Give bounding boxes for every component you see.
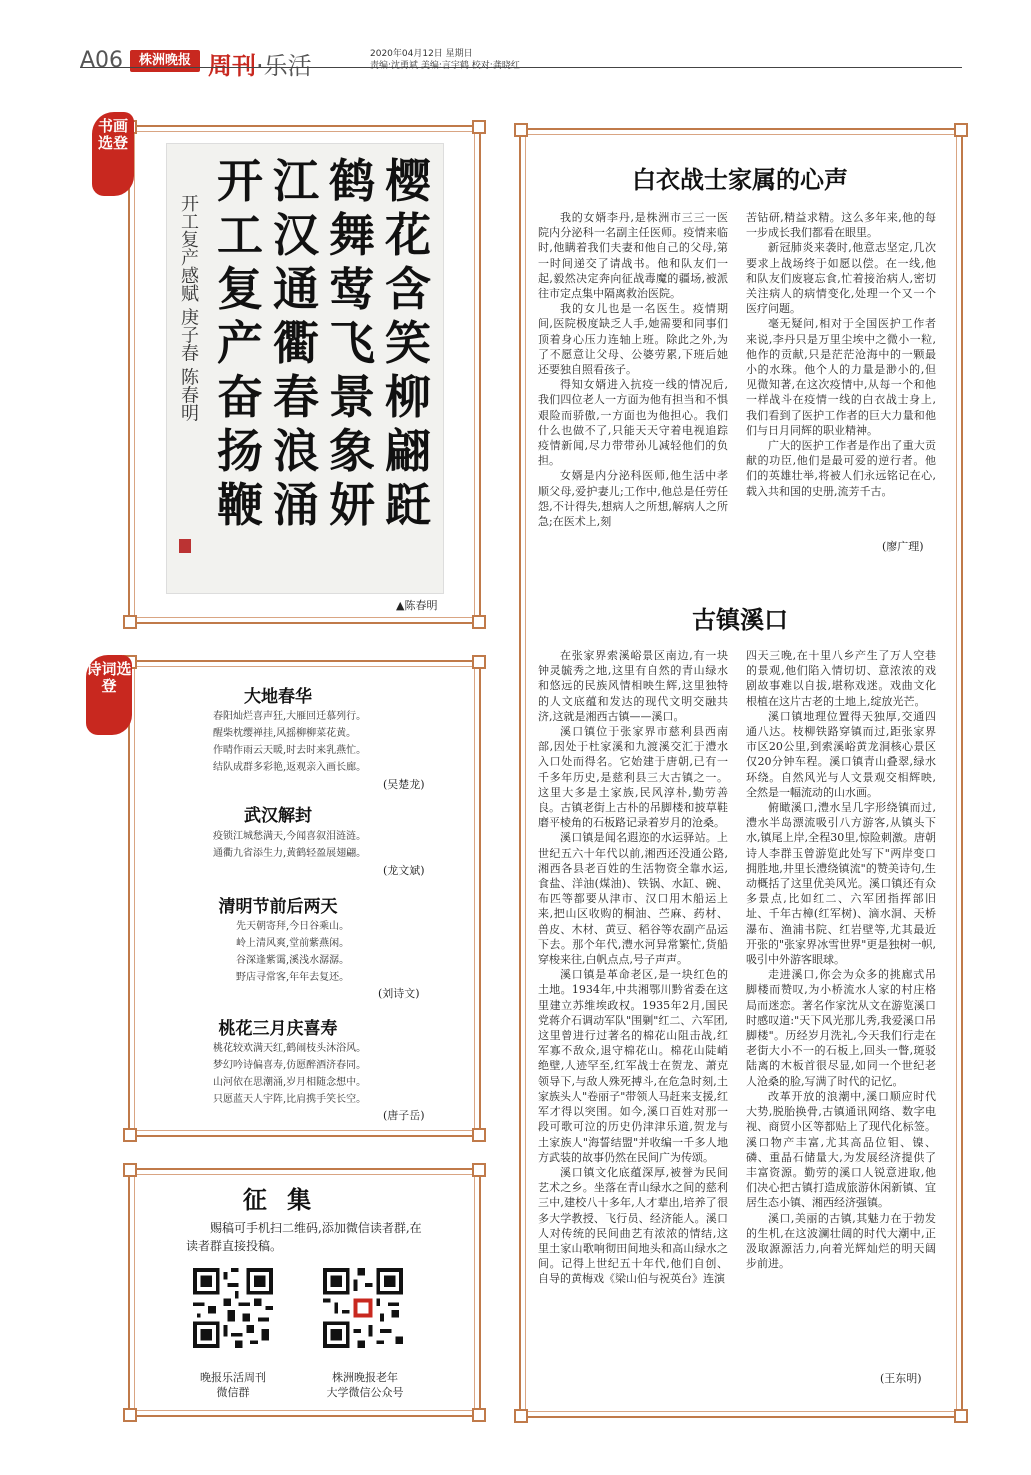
- newspaper-logo: 株洲晚报: [130, 50, 200, 72]
- calligraphy-section-stamp: 书画选登: [92, 112, 134, 196]
- poem-body: [236, 918, 349, 986]
- calligraphy-column: [213, 154, 267, 532]
- poem-line: 作晴作雨云天暖,时去时来乳燕忙。: [213, 745, 367, 756]
- calligraphy-caption: ▲陈春明: [396, 599, 438, 612]
- paragraph: 溪口,美丽的古镇,其魅力在于勃发的生机,在这波澜壮阔的时代大潮中,正汲取源源活力,向着光辉灿烂的明天阔步前进。: [746, 1211, 936, 1271]
- poem-body: [213, 708, 366, 776]
- article-column: [538, 648, 728, 1287]
- calligraphy-glyph: 笑: [385, 316, 431, 370]
- frame-corner: [472, 120, 486, 134]
- frame-corner: [472, 1408, 486, 1422]
- poem-body: [213, 828, 366, 862]
- issue-meta: [370, 48, 520, 72]
- paragraph: 溪口镇是革命老区,是一块红色的土地。1934年,中共湘鄂川黔省委在这里建立苏维埃政权。1935年2月,国民党蒋介石调动军队"围剿"红二、六军团,这里曾进行过著名的棉花山阻击战,红军寡不敌众,退守棉花山。棉花山陡峭绝壁,人迹罕至,红军战士在贺龙、萧克领导下,与敌人殊死搏斗,在危急时刻,土家族头人"卷丽子"带领人马赶来支援,红军才得以突围。如今,溪口百姓对那一段可歌可泣的历史仍津津乐道,贺龙与土家族人"海誓结盟"并收编一千多人地方武装的故事仍然在民间广为传颂。: [538, 968, 728, 1164]
- poem-title: 武汉解封: [244, 806, 312, 826]
- calligraphy-glyph: 含: [385, 262, 431, 316]
- page-header: [80, 40, 962, 80]
- calligraphy-glyph: 工: [217, 208, 263, 262]
- qr-label-wechat-group: 晚报乐活周刊 微信群: [200, 1371, 266, 1399]
- paragraph: 广大的医护工作者是作出了重大贡献的功臣,他们是最可爱的逆行者。他们的英雄壮举,将被人们永远铭记在心,载入共和国的史册,流芳千古。: [746, 439, 936, 498]
- paragraph: 我的女婿李丹,是株洲市三三一医院内分泌科一名副主任医师。疫情来临时,他瞒着我们夫妻和他自己的父母,第一时间递交了请战书。他和队友们一起,毅然决定奔向征战毒魔的疆场,被派往市定点集中隔离救治医院。: [538, 211, 728, 301]
- calligraphy-glyph: 翩: [385, 424, 431, 478]
- article-column: [746, 648, 936, 1271]
- calligraphy-glyph: 莺: [329, 262, 375, 316]
- poem-line: 野店寻常客,年年去复还。: [236, 972, 350, 983]
- poem-line: 醒柴枕缨禅挂,风摇柳柳菜花黄。: [213, 728, 357, 739]
- calligraphy-glyph: 江: [273, 154, 319, 208]
- poem-author: (唐子岳): [383, 1109, 425, 1122]
- poem-line: 山河依在思潮涌,岁月相随念想中。: [213, 1077, 367, 1088]
- issue-date: 2020年04月12日 星期日: [370, 49, 473, 59]
- paragraph: 溪口镇是闻名遐迩的水运驿站。上世纪五六十年代以前,湘西还没通公路,湘西各县老百姓的生活物资全靠水运,食盐、洋油(煤油)、铁锅、水缸、碗、布匹等都要从津市、汉口用木船运上来,把山区收购的桐油、苎麻、药材、兽皮、木材、黄豆、稻谷等农副产品运下去。那个年代,澧水河异常繁忙,货船穿梭来往,白帆点点,号子声声。: [538, 831, 728, 967]
- frame-corner: [123, 1128, 137, 1142]
- poem-line: 谷深逢紫霭,溪浅水潺潺。: [236, 955, 350, 966]
- qr-code-wechat-group-icon[interactable]: [193, 1268, 273, 1348]
- frame-corner: [472, 1163, 486, 1177]
- paragraph: 溪口镇文化底蕴深厚,被誉为民间艺术之乡。坐落在青山绿水之间的慈利三中,建校八十多年,人才辈出,培养了很多大学教授、飞行员、经济能人。溪口人对传统的民间曲艺有浓浓的情结,这里土家山歌响彻田间地头和高山绿水之间。记得上世纪五十年代,他们自创、自导的黄梅戏《梁山伯与祝英台》连演: [538, 1165, 728, 1286]
- calligraphy-glyph: 鹤: [329, 154, 375, 208]
- section-title: [208, 46, 312, 81]
- calligraphy-glyph: 象: [329, 424, 375, 478]
- calligraphy-glyph: 春: [273, 370, 319, 424]
- calligraphy-glyph: 开: [217, 154, 263, 208]
- frame-corner: [954, 1409, 968, 1423]
- paragraph: 女婿是内分泌科医师,他生活中孝顺父母,爱护妻儿;工作中,他总是任劳任怨,不计得失,想病人之所想,解病人之所急;在医术上,刻: [538, 469, 728, 529]
- header-rule: [80, 67, 962, 68]
- calligraphy-glyph: 复: [217, 262, 263, 316]
- calligraphy-glyph: 飞: [329, 316, 375, 370]
- calligraphy-glyph: 花: [385, 208, 431, 262]
- poem-line: 桃花较欢满天红,鹤闹枝头沐浴风。: [213, 1043, 367, 1054]
- article-column: [746, 210, 936, 499]
- poem-author: (龙文斌): [383, 864, 425, 877]
- paragraph: 毫无疑问,相对于全国医护工作者来说,李丹只是万里尘埃中之微小一粒,他作的贡献,只是茫茫沧海中的一颗最小的水珠。他个人的力量是渺小的,但见微知著,在这次疫情中,从每一个和他一样战斗在疫情一线的白衣战士身上,我们看到了医护工作者的巨大力量和他们与日月同辉的职业精神。: [746, 317, 936, 437]
- call-title: 征 集: [242, 1185, 318, 1214]
- page-number: A06: [80, 48, 124, 73]
- call-text: 赐稿可手机扫二维码,添加微信读者群,在读者群直接投稿。: [186, 1221, 422, 1253]
- frame-corner: [472, 1128, 486, 1142]
- poem-line: 春阳灿烂喜声狂,大雁回迁慕列行。: [213, 711, 367, 722]
- calligraphy-signature: 开工复产感赋 庚子春 陈春明: [178, 194, 199, 422]
- poem-title: 大地春华: [244, 687, 312, 707]
- qr-code-official-account-icon[interactable]: [323, 1268, 403, 1348]
- poem-line: 梦幻吟诗偏喜寿,仿愿醉酒济春同。: [213, 1060, 367, 1071]
- paragraph: 溪口镇位于张家界市慈利县西南部,因处于杜家溪和九渡溪交汇于澧水入口处而得名。它始建于唐朝,已有一千多年历史,是慈利县三大古镇之一。这里大多是土家族,民风淳朴,勤劳善良。古镇老街上古朴的吊脚楼和披草鞋磨平棱角的石板路记录着岁月的沧桑。: [538, 725, 728, 830]
- poem-body: [213, 1040, 366, 1108]
- red-seal-icon: [179, 539, 191, 553]
- paragraph: 在张家界索溪峪景区南边,有一块钟灵毓秀之地,这里有自然的青山绿水和悠远的民族风情相映生辉,这里独特的人文底蕴和发达的现代文明交融共济,这就是湘西古镇——溪口。: [538, 649, 728, 723]
- paragraph: 我的女儿也是一名医生。疫情期间,医院极度缺乏人手,她需要和同事们顶着身心压力连轴上班。除此之外,为了不愿意让父母、公婆劳累,下班后她还要独自照看孩子。: [538, 302, 728, 377]
- calligraphy-column: [325, 154, 379, 532]
- calligraphy-glyph: 扬: [217, 424, 263, 478]
- poem-title: 桃花三月庆喜寿: [218, 1019, 338, 1039]
- frame-corner: [514, 1409, 528, 1423]
- calligraphy-glyph: 产: [217, 316, 263, 370]
- poem-line: 只愿蓝天人宇阵,比肩携手笑长空。: [213, 1094, 367, 1105]
- poem-line: 通衢九省添生力,黄鹤轻盈展翅翩。: [213, 848, 367, 859]
- calligraphy-column: [269, 154, 323, 532]
- calligraphy-glyph: 奋: [217, 370, 263, 424]
- poem-line: 岭上清风爽,堂前紫燕闲。: [236, 938, 350, 949]
- calligraphy-glyph: 景: [329, 370, 375, 424]
- poem-author: (吴楚龙): [383, 778, 425, 791]
- paragraph: 苦钻研,精益求精。这么多年来,他的每一步成长我们都看在眼里。: [746, 211, 936, 240]
- poem-line: 结队成群多彩艳,返观亲入画长廊。: [213, 762, 367, 773]
- article-title: 白衣战士家属的心声: [632, 165, 848, 194]
- issue-editors: 责编:沈勇斌 美编:言宇鹤 校对:龚晓红: [370, 61, 520, 71]
- calligraphy-glyph: 汉: [273, 208, 319, 262]
- frame-corner: [123, 1408, 137, 1422]
- article-byline: (王东明): [880, 1372, 922, 1385]
- poems-section-stamp: 诗词选登: [86, 655, 132, 735]
- calligraphy-glyph: 涌: [273, 478, 319, 532]
- paragraph: 新冠肺炎来袭时,他意志坚定,几次要求上战场终于如愿以偿。在一线,他和队友们废寝忘食,忙着接治病人,密切关注病人的病情变化,处理一个又一个医疗问题。: [746, 241, 936, 316]
- poem-line: 疫锁江城愁满天,今闻喜叙泪涟涟。: [213, 831, 367, 842]
- calligraphy-glyph: 妍: [329, 478, 375, 532]
- calligraphy-glyph: 柳: [385, 370, 431, 424]
- frame-corner: [514, 123, 528, 137]
- frame-corner: [472, 615, 486, 629]
- section-main: 周刊: [208, 52, 256, 80]
- section-sub: 乐活: [263, 52, 312, 80]
- calligraphy-glyph: 舞: [329, 208, 375, 262]
- frame-corner: [123, 615, 137, 629]
- calligraphy-glyph: 跹: [385, 478, 431, 532]
- article-byline: (廖广理): [882, 540, 924, 553]
- frame-corner: [472, 655, 486, 669]
- calligraphy-columns: [213, 154, 435, 532]
- article-column: [538, 210, 728, 529]
- paragraph: 四天三晚,在十里八乡产生了万人空巷的景观,他们陷入情切切、意浓浓的戏剧故事难以自拔,堪称戏迷。戏曲文化根植在这片古老的土地上,绽放光芒。: [746, 649, 936, 708]
- paragraph: 改革开放的浪潮中,溪口顺应时代大势,脱胎换骨,古镇通讯网络、数字电视、商贸小区等都贴上了现代化标签。溪口物产丰富,尤其高品位钼、镍、磷、重晶石储量大,为发展经济提供了丰富资源。勤劳的溪口人锐意进取,他们决心把古镇打造成旅游休闲新镇、宜居生态小镇、湘西经济强镇。: [746, 1089, 936, 1210]
- article-title: 古镇溪口: [692, 605, 788, 634]
- poem-title: 清明节前后两天: [218, 897, 338, 917]
- calligraphy-column: [381, 154, 435, 532]
- poem-line: 先天朝寄拜,今日谷乘山。: [236, 921, 350, 932]
- paragraph: 走进溪口,你会为众多的挑廊式吊脚楼而赞叹,为小桥流水人家的村庄格局而迷恋。著名作家沈从文在游览溪口时感叹道:"天下风光那儿秀,我爱溪口吊脚楼"。历经岁月洗礼,今天我们行走在老街大小不一的石板上,回头一瞥,斑驳陆离的木板首很尽显,如同一个世纪老人沧桑的脸,写满了时代的记忆。: [746, 968, 936, 1088]
- calligraphy-artwork: [166, 143, 444, 594]
- frame-corner: [954, 123, 968, 137]
- poem-author: (刘诗文): [378, 987, 420, 1000]
- calligraphy-glyph: 浪: [273, 424, 319, 478]
- section-separator: ·: [256, 52, 264, 80]
- paragraph: 得知女婿进入抗疫一线的情况后,我们四位老人一方面为他有担当和不惧艰险而骄傲,一方面也为他担心。我们什么也做不了,只能天天守着电视追踪疫情新闻,尽力带带孙儿减轻他们的负担。: [538, 378, 728, 468]
- calligraphy-glyph: 鞭: [217, 478, 263, 532]
- calligraphy-glyph: 通: [273, 262, 319, 316]
- calligraphy-glyph: 衢: [273, 316, 319, 370]
- qr-label-official-account: 株洲晚报老年 大学微信公众号: [326, 1371, 404, 1399]
- frame-corner: [123, 1163, 137, 1177]
- paragraph: 溪口镇地理位置得天独厚,交通四通八达。枝柳铁路穿镇而过,距张家界市区20公里,到索溪峪黄龙洞核心景区仅20分钟车程。溪口镇青山叠翠,绿水环绕。自然风光与人文景观交相辉映,全然是一幅流动的山水画。: [746, 709, 936, 799]
- calligraphy-glyph: 樱: [385, 154, 431, 208]
- paragraph: 俯瞰溪口,澧水呈几字形绕镇而过,澧水半岛漂流吸引八方游客,从镇头下水,镇尾上岸,全程30里,惊险刺激。唐朝诗人李群玉曾游览此处写下"两岸变口拥胜地,井里长澧绕镇流"的赞美诗句,生动概括了这里优美风光。溪口镇还有众多景点,比如红二、六军团指挥部旧址、千年古樟(红军树)、滴水洞、天桥瀑布、渔浦书院、红岩壁等,尤其最近开张的"张家界冰雪世界"更是独树一帜,吸引中外游客眼球。: [746, 801, 936, 967]
